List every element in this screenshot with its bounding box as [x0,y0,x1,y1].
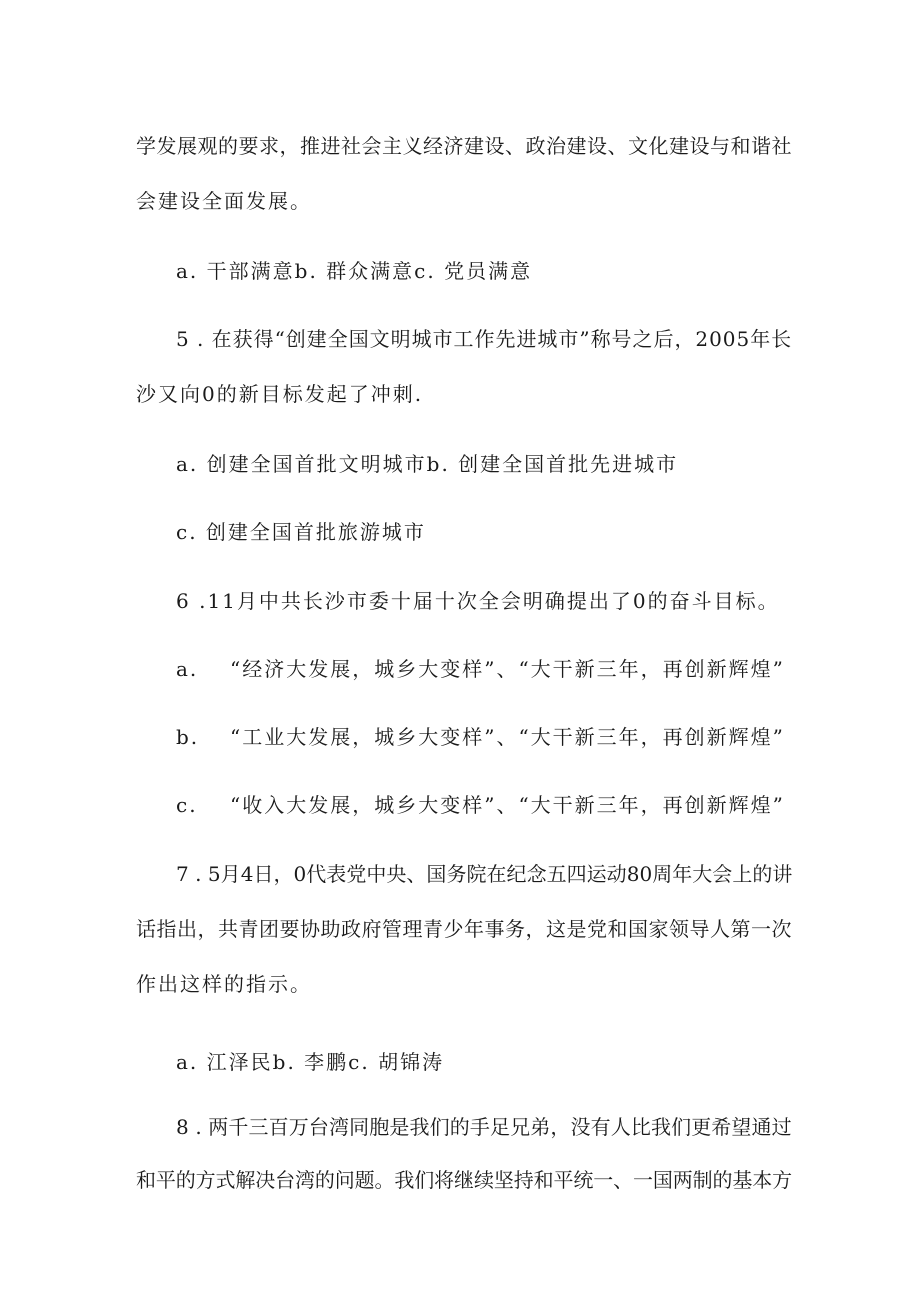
question-6-option-c [176,791,785,819]
option-text: “工业大发展，城乡大变样”、“大干新三年，再创新辉煌” [230,725,785,749]
question-5-options-2: c. 创建全国首批旅游城市 [176,520,426,544]
question-7-options: a. 江泽民b. 李鹏c. 胡锦涛 [176,1050,445,1074]
option-letter: a. [176,657,199,681]
question-6-option-b [176,723,785,751]
paragraph-line: 学发展观的要求，推进社会主义经济建设、政治建设、文化建设与和谐社 [136,134,792,158]
paragraph-line: 会建设全面发展。 [136,189,312,213]
option-letter: c. [176,793,198,817]
option-text: “经济大发展，城乡大变样”、“大干新三年，再创新辉煌” [230,657,785,681]
question-7-line-2: 话指出，共青团要协助政府管理青少年事务，这是党和国家领导人第一次 [136,917,792,941]
option-text: “收入大发展，城乡大变样”、“大干新三年，再创新辉煌” [230,793,785,817]
question-5-line-2: 沙又向0的新目标发起了冲刺. [136,382,424,406]
question-7-line-1: 7 . 5月4日，0代表党中央、国务院在纪念五四运动80周年大会上的讲 [176,862,793,886]
question-6: 6 .11月中共长沙市委十届十次全会明确提出了0的奋斗目标。 [176,589,780,613]
question-8-line-1: 8 . 两千三百万台湾同胞是我们的手足兄弟，没有人比我们更希望通过 [176,1115,792,1139]
question-5-options-1: a. 创建全国首批文明城市b. 创建全国首批先进城市 [176,452,679,476]
answer-options: a. 干部满意b. 群众满意c. 党员满意 [176,259,533,283]
question-5-line-1: 5 . 在获得“创建全国文明城市工作先进城市”称号之后，2005年长 [176,327,793,351]
option-letter: b. [176,725,200,749]
question-7-line-3: 作出这样的指示。 [136,972,312,996]
question-6-option-a [176,655,785,683]
question-8-line-2: 和平的方式解决台湾的问题。我们将继续坚持和平统一、一国两制的基本方 [136,1168,792,1192]
